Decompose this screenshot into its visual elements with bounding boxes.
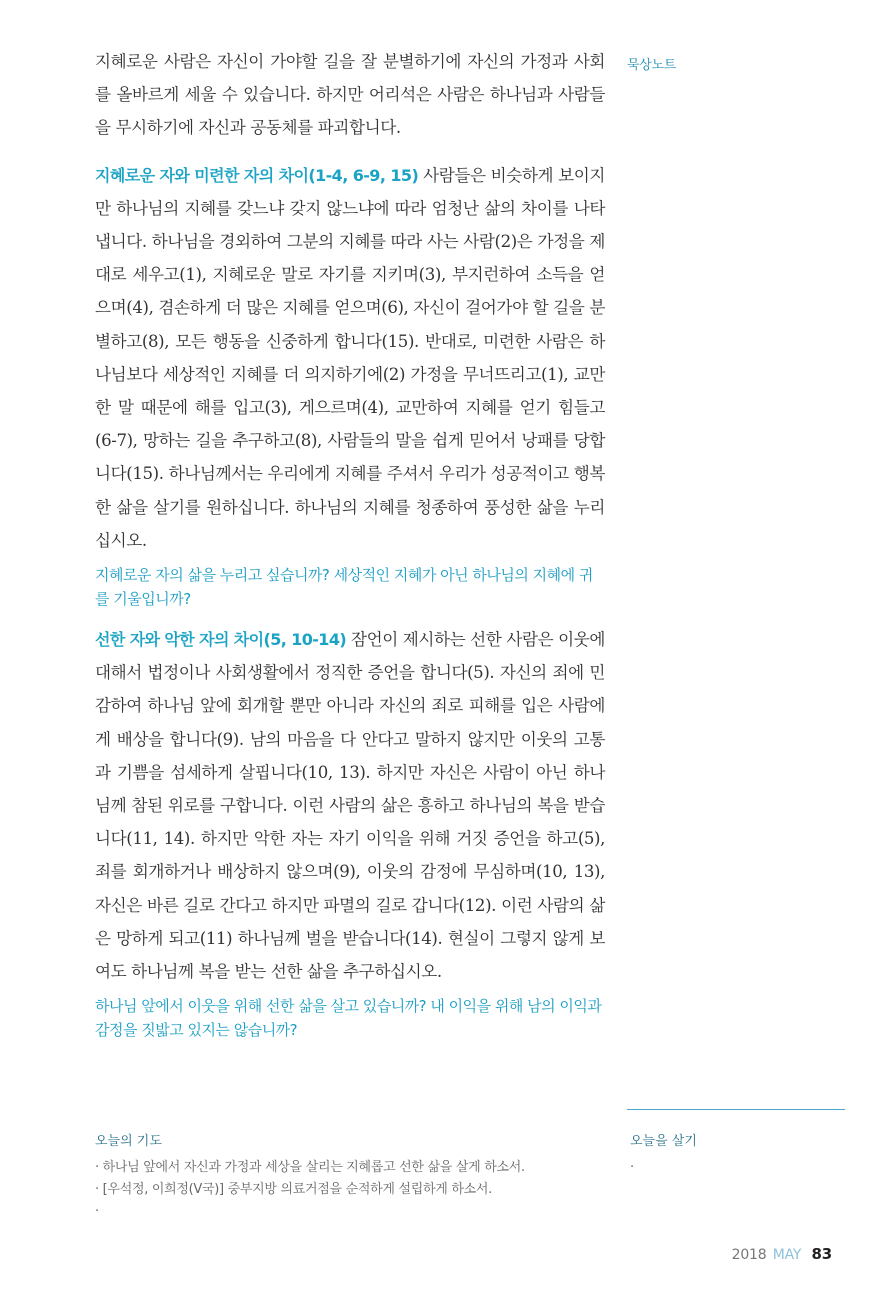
reflection-question: 하나님 앞에서 이웃을 위해 선한 삶을 살고 있습니까? 내 이익을 위해 남의 이익과 감정을 짓밟고 있지는 않습니까? [95,997,602,1040]
section-paragraph [95,623,605,988]
today-living-line: · [630,1160,635,1175]
divider [627,1109,845,1110]
main-column [95,45,605,1042]
section-heading: 선한 자와 악한 자의 차이(5, 10-14) [95,630,347,650]
section-paragraph [95,159,605,557]
spacer [95,145,605,159]
today-living-title: 오늘을 살기 [630,1134,697,1149]
section-body: 사람들은 비슷하게 보이지만 하나님의 지혜를 갖느냐 갖지 않느냐에 따라 엄청난 삶의 차이를 나타냅니다. 하나님을 경외하여 그분의 지혜를 따라 사는 사람(2)은 가정을 제대로 세우고(1), 지혜로운 말로 자기를 지키며(3), 부지런하여 소득을 얻으며(4), 겸손하게 더 많은 지혜를 얻으며(6), 자신이 걸어가야 할 길을 분별하고(8), 모든 행동을 신중하게 합니다(15). 반대로, 미련한 사람은 하나님보다 세상적인 지혜를 더 의지하기에(2) 가정을 무너뜨리고(1), 교만한 말 때문에 해를 입고(3), 게으르며(4), 교만하여 지혜를 얻기 힘들고(6-7), 망하는 길을 추구하고(8), 사람들의 말을 쉽게 믿어서 낭패를 당합니다(15). 하나님께서는 우리에게 지혜를 주셔서 우리가 성공적이고 행복한 삶을 살기를 원하십니다. 하나님의 지혜를 청종하여 풍성한 삶을 누리십시오. [95,165,605,550]
prayer-section [95,1130,605,1223]
prayer-title: 오늘의 기도 [95,1134,162,1149]
prayer-line: · [95,1204,99,1219]
intro-paragraph: 지혜로운 사람은 자신이 가야할 길을 잘 분별하기에 자신의 가정과 사회를 올바르게 세울 수 있습니다. 하지만 어리석은 사람은 하나님과 사람들을 무시하기에 자신과 공동체를 파괴합니다. [95,52,605,138]
page-number: 83 [811,1245,832,1263]
reflection-question: 지혜로운 자의 삶을 누리고 싶습니까? 세상적인 지혜가 아닌 하나님의 지혜에 귀를 기울입니까? [95,566,593,609]
section-heading: 지혜로운 자와 미련한 자의 차이(1-4, 6-9, 15) [95,165,419,185]
spacer [95,611,605,623]
section-body: 잠언이 제시하는 선한 사람은 이웃에 대해서 법정이나 사회생활에서 정직한 증언을 합니다(5). 자신의 죄에 민감하여 하나님 앞에 회개할 뿐만 아니라 자신의 죄로 피해를 입은 사람에게 배상을 합니다(9). 남의 마음을 다 안다고 말하지 않지만 이웃의 고통과 기쁨을 섬세하게 살핍니다(10, 13). 하지만 자신은 사람이 아닌 하나님께 참된 위로를 구합니다. 이런 사람의 삶은 흥하고 하나님의 복을 받습니다(11, 14). 하지만 악한 자는 자기 이익을 위해 거짓 증언을 하고(5), 죄를 회개하거나 배상하지 않으며(9), 이웃의 감정에 무심하며(10, 13), 자신은 바른 길로 간다고 하지만 파멸의 길로 갑니다(12). 이런 사람의 삶은 망하게 되고(11) 하나님께 벌을 받습니다(14). 현실이 그렇지 않게 보여도 하나님께 복을 받는 선한 삶을 추구하십시오. [95,630,605,982]
footer-month: MAY [772,1247,802,1263]
footer-year: 2018 [731,1247,767,1263]
prayer-line: · 하나님 앞에서 자신과 가정과 세상을 살리는 지혜롭고 선한 삶을 살게 하소서. [95,1160,525,1175]
today-living-section [630,1130,845,1179]
prayer-line: · [우석정, 이희정(V국)] 중부지방 의료거점을 순적하게 설립하게 하소서. [95,1182,492,1197]
meditation-notes-label: 묵상노트 [627,58,677,73]
page-footer [732,1245,832,1263]
